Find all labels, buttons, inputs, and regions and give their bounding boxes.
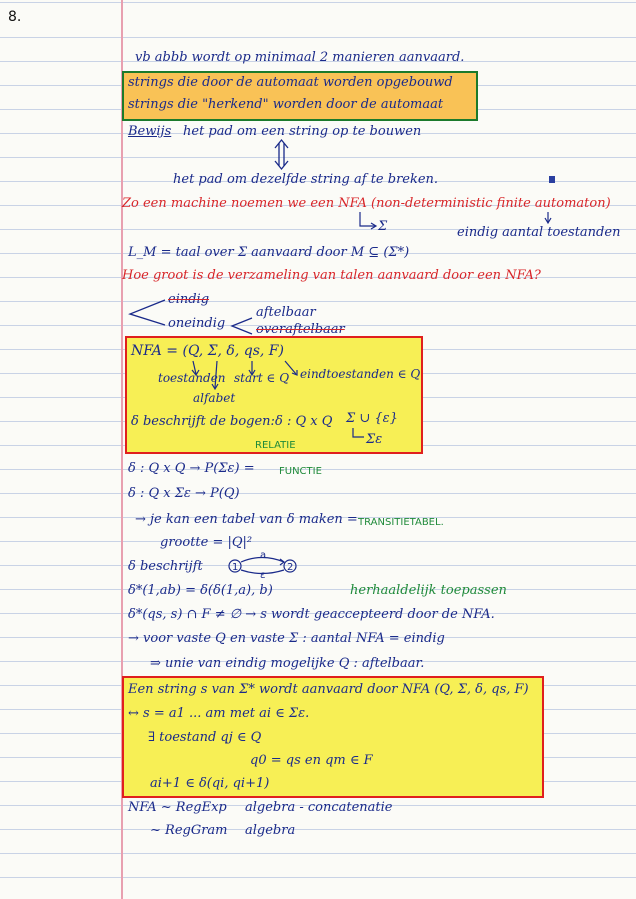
label-aftelbaar: aftelbaar — [256, 305, 316, 320]
line-union: ⇒ unie van eindig mogelijke Q : aftelbaar. — [150, 656, 425, 671]
label-toestanden: toestanden — [158, 371, 226, 385]
line-accepted: δ*(qs, s) ∩ F ≠ ∅ → s wordt geaccepteerd door de NFA. — [128, 607, 495, 622]
line-table: → je kan een tabel van δ maken = — [135, 512, 358, 527]
label-transition-a: a — [260, 550, 267, 561]
line-question: Hoe groot is de verzameling van talen aanvaard door een NFA? — [122, 268, 541, 283]
label-algebra-concat: algebra - concatenatie — [245, 800, 393, 815]
line-exists-state: ∃ toestand qj ∈ Q — [148, 730, 262, 745]
state-1: 1 — [232, 562, 239, 573]
line-nfa-definition: Zo een machine noemen we een NFA (non-deterministic finite automaton) — [122, 196, 611, 211]
label-transition-eps: ε — [260, 570, 266, 581]
label-alfabet: alfabet — [193, 391, 236, 405]
label-bewijs: Bewijs — [128, 124, 172, 139]
label-relatie: RELATIE — [255, 440, 296, 451]
label-oneindig: oneindig — [168, 316, 226, 331]
label-eindig: eindig — [168, 292, 210, 307]
label-repeat: herhaaldelijk toepassen — [350, 583, 507, 598]
line-delta-alt: δ : Q x Σε → P(Q) — [128, 486, 240, 501]
line-s-equals: ↔ s = a1 ... am met ai ∈ Σε. — [128, 706, 310, 721]
label-sigma-union: Σ ∪ {ε} — [346, 411, 398, 426]
label-functie: FUNCTIE — [279, 466, 322, 477]
label-sigma: Σ — [378, 219, 388, 234]
label-overaftelbaar: overaftelbaar — [256, 322, 345, 337]
label-finite-states: eindig aantal toestanden — [457, 225, 621, 240]
label-transitietabel: TRANSITIETABEL. — [358, 517, 444, 528]
label-delta-qxq: δ : Q x Q — [275, 414, 333, 429]
line-size: grootte = |Q|² — [160, 535, 253, 550]
line-path-build: het pad om een string op te bouwen — [183, 124, 422, 139]
label-algebra: algebra — [245, 823, 296, 838]
line-delta-function: δ : Q x Q → P(Σε) = — [128, 461, 255, 476]
line-a-i-plus-1: ai+1 ∈ δ(qi, qi+1) — [150, 776, 270, 791]
label-start: start ∈ Q — [234, 371, 290, 385]
line-nfa-tuple: NFA = (Q, Σ, δ, qs, F) — [131, 343, 284, 359]
line-q0: q0 = qs en qm ∈ F — [250, 753, 373, 768]
line-reggram: ~ RegGram — [150, 823, 228, 838]
line-language: L_M = taal over Σ aanvaard door M ⊆ (Σ*) — [128, 245, 410, 260]
line-delta-describes: δ beschrijft de bogen: — [131, 414, 275, 429]
line-delta-describes-2: δ beschrijft — [128, 559, 203, 574]
line-string-accepted: Een string s van Σ* wordt aanvaard door NFA (Q, Σ, δ, qs, F) — [128, 682, 529, 697]
line-example-abbb: vb abbb wordt op minimaal 2 manieren aanvaard. — [135, 50, 465, 65]
label-eindtoestanden: eindtoestanden ∈ Q — [300, 367, 421, 381]
line-path-break: het pad om dezelfde string af te breken. — [173, 172, 439, 187]
line-fixed-q: → voor vaste Q en vaste Σ : aantal NFA = eindig — [128, 631, 445, 646]
label-sigma-eps: Σε — [366, 432, 383, 447]
line-strings-recognized: strings die "herkend" worden door de automaat — [128, 97, 444, 112]
ink-dot — [549, 176, 555, 183]
line-delta-star: δ*(1,ab) = δ(δ(1,a), b) — [128, 583, 273, 598]
line-strings-built: strings die door de automaat worden opgebouwd — [128, 75, 453, 90]
line-nfa-regexp: NFA ~ RegExp — [128, 800, 227, 815]
state-2: 2 — [287, 562, 294, 573]
page-number: 8. — [8, 9, 22, 25]
